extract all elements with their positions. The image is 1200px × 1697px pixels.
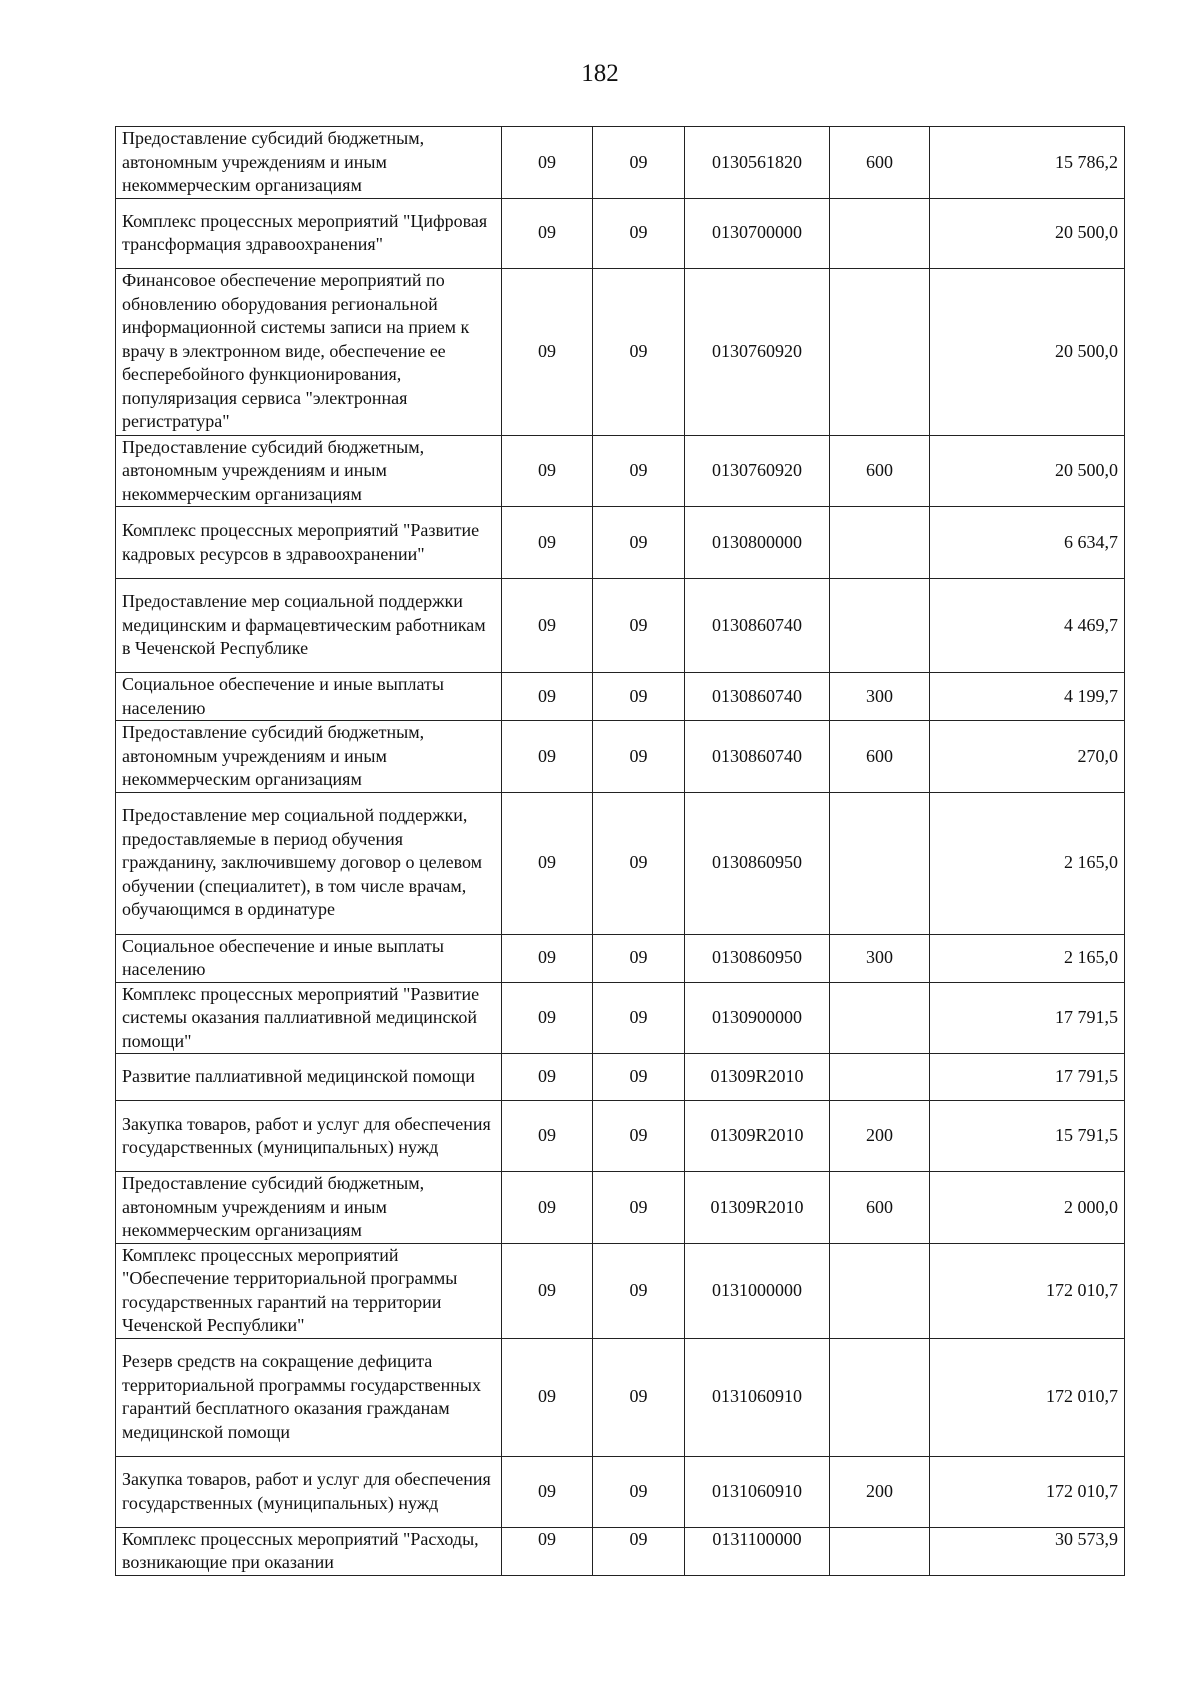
row-sum: 172 010,7 (930, 1243, 1125, 1338)
row-subsection: 09 (593, 127, 685, 199)
row-sum: 172 010,7 (930, 1456, 1125, 1527)
row-section: 09 (502, 1243, 593, 1338)
row-target-article: 0131060910 (685, 1456, 830, 1527)
row-subsection: 09 (593, 1338, 685, 1456)
row-subsection: 09 (593, 1243, 685, 1338)
row-name: Комплекс процессных мероприятий "Обеспечение территориальной программы государственных гарантий на территории Чеченской Республики" (116, 1243, 502, 1338)
row-target-article: 0130860950 (685, 934, 830, 982)
row-section: 09 (502, 982, 593, 1054)
table-row (116, 673, 1125, 721)
row-section: 09 (502, 1101, 593, 1172)
row-sum: 4 469,7 (930, 579, 1125, 673)
row-name: Закупка товаров, работ и услуг для обеспечения государственных (муниципальных) нужд (116, 1101, 502, 1172)
row-subsection: 09 (593, 1101, 685, 1172)
row-sum: 20 500,0 (930, 268, 1125, 435)
row-section: 09 (502, 1172, 593, 1244)
row-subsection: 09 (593, 1456, 685, 1527)
row-section: 09 (502, 721, 593, 793)
row-target-article: 0130860950 (685, 792, 830, 934)
row-section: 09 (502, 127, 593, 199)
table-row (116, 982, 1125, 1054)
row-subsection: 09 (593, 934, 685, 982)
row-subsection: 09 (593, 673, 685, 721)
row-subsection: 09 (593, 721, 685, 793)
row-sum: 2 165,0 (930, 934, 1125, 982)
row-subsection: 09 (593, 268, 685, 435)
row-name: Комплекс процессных мероприятий "Развитие кадровых ресурсов в здравоохранении" (116, 507, 502, 579)
row-subsection: 09 (593, 792, 685, 934)
row-target-article: 0131060910 (685, 1338, 830, 1456)
row-target-article: 0130900000 (685, 982, 830, 1054)
budget-table-body (116, 127, 1125, 1576)
row-section: 09 (502, 435, 593, 507)
row-sum: 2 165,0 (930, 792, 1125, 934)
row-sum: 270,0 (930, 721, 1125, 793)
row-name: Социальное обеспечение и иные выплаты населению (116, 673, 502, 721)
row-target-article: 0130760920 (685, 435, 830, 507)
row-sum: 30 573,9 (930, 1527, 1125, 1575)
row-name: Предоставление субсидий бюджетным, автономным учреждениям и иным некоммерческим организациям (116, 435, 502, 507)
row-sum: 172 010,7 (930, 1338, 1125, 1456)
row-expense-type: 600 (830, 1172, 930, 1244)
row-name: Предоставление субсидий бюджетным, автономным учреждениям и иным некоммерческим организациям (116, 1172, 502, 1244)
table-row (116, 1338, 1125, 1456)
row-sum: 17 791,5 (930, 982, 1125, 1054)
row-subsection: 09 (593, 507, 685, 579)
row-expense-type: 600 (830, 721, 930, 793)
table-row (116, 1172, 1125, 1244)
row-target-article: 01309R2010 (685, 1101, 830, 1172)
row-expense-type (830, 1054, 930, 1101)
row-section: 09 (502, 673, 593, 721)
row-target-article: 0130800000 (685, 507, 830, 579)
row-subsection: 09 (593, 435, 685, 507)
row-name: Развитие паллиативной медицинской помощи (116, 1054, 502, 1101)
row-expense-type: 300 (830, 934, 930, 982)
row-section: 09 (502, 1527, 593, 1575)
row-section: 09 (502, 198, 593, 268)
table-row (116, 1101, 1125, 1172)
row-expense-type: 200 (830, 1101, 930, 1172)
row-subsection: 09 (593, 198, 685, 268)
table-row (116, 792, 1125, 934)
row-target-article: 0130860740 (685, 673, 830, 721)
row-name: Комплекс процессных мероприятий "Цифровая трансформация здравоохранения" (116, 198, 502, 268)
row-name: Комплекс процессных мероприятий "Развитие системы оказания паллиативной медицинской помощи" (116, 982, 502, 1054)
row-subsection: 09 (593, 1527, 685, 1575)
row-target-article: 01309R2010 (685, 1172, 830, 1244)
row-sum: 15 786,2 (930, 127, 1125, 199)
row-name: Финансовое обеспечение мероприятий по обновлению оборудования региональной информационной системы записи на прием к врачу в электронном виде, обеспечение ее бесперебойного функционирования, популяризация сервиса "электронная регистратура" (116, 268, 502, 435)
row-name: Предоставление мер социальной поддержки медицинским и фармацевтическим работникам в Чеченской Республике (116, 579, 502, 673)
row-expense-type (830, 198, 930, 268)
row-expense-type (830, 507, 930, 579)
row-sum: 17 791,5 (930, 1054, 1125, 1101)
row-expense-type (830, 982, 930, 1054)
row-target-article: 0131100000 (685, 1527, 830, 1575)
row-name: Резерв средств на сокращение дефицита территориальной программы государственных гарантий бесплатного оказания гражданам медицинской помощи (116, 1338, 502, 1456)
row-section: 09 (502, 792, 593, 934)
row-expense-type (830, 1338, 930, 1456)
row-target-article: 0130760920 (685, 268, 830, 435)
row-name: Комплекс процессных мероприятий "Расходы, возникающие при оказании (116, 1527, 502, 1575)
table-row (116, 268, 1125, 435)
row-sum: 15 791,5 (930, 1101, 1125, 1172)
row-subsection: 09 (593, 579, 685, 673)
row-section: 09 (502, 579, 593, 673)
row-section: 09 (502, 1054, 593, 1101)
row-target-article: 0130860740 (685, 721, 830, 793)
row-name: Социальное обеспечение и иные выплаты населению (116, 934, 502, 982)
row-section: 09 (502, 1456, 593, 1527)
row-expense-type: 300 (830, 673, 930, 721)
budget-table (115, 126, 1125, 1576)
row-name: Предоставление субсидий бюджетным, автономным учреждениям и иным некоммерческим организациям (116, 127, 502, 199)
table-row (116, 1527, 1125, 1575)
row-section: 09 (502, 268, 593, 435)
table-row (116, 198, 1125, 268)
row-expense-type (830, 268, 930, 435)
row-expense-type: 600 (830, 435, 930, 507)
table-row (116, 507, 1125, 579)
row-name: Предоставление мер социальной поддержки, предоставляемые в период обучения гражданину, заключившему договор о целевом обучении (специалитет), в том числе врачам, обучающимся в ординатуре (116, 792, 502, 934)
row-target-article: 01309R2010 (685, 1054, 830, 1101)
row-target-article: 0130860740 (685, 579, 830, 673)
row-section: 09 (502, 1338, 593, 1456)
table-row (116, 1054, 1125, 1101)
table-row (116, 435, 1125, 507)
row-section: 09 (502, 507, 593, 579)
table-row (116, 579, 1125, 673)
row-subsection: 09 (593, 982, 685, 1054)
table-row (116, 934, 1125, 982)
row-subsection: 09 (593, 1172, 685, 1244)
row-sum: 2 000,0 (930, 1172, 1125, 1244)
page-number: 182 (581, 60, 619, 87)
table-row (116, 1456, 1125, 1527)
row-target-article: 0130561820 (685, 127, 830, 199)
row-subsection: 09 (593, 1054, 685, 1101)
row-expense-type: 200 (830, 1456, 930, 1527)
row-section: 09 (502, 934, 593, 982)
row-expense-type (830, 1527, 930, 1575)
table-row (116, 1243, 1125, 1338)
row-expense-type (830, 792, 930, 934)
table-row (116, 721, 1125, 793)
row-expense-type (830, 1243, 930, 1338)
row-target-article: 0130700000 (685, 198, 830, 268)
row-name: Закупка товаров, работ и услуг для обеспечения государственных (муниципальных) нужд (116, 1456, 502, 1527)
row-sum: 20 500,0 (930, 198, 1125, 268)
row-sum: 20 500,0 (930, 435, 1125, 507)
table-row (116, 127, 1125, 199)
row-name: Предоставление субсидий бюджетным, автономным учреждениям и иным некоммерческим организациям (116, 721, 502, 793)
row-expense-type (830, 579, 930, 673)
row-sum: 6 634,7 (930, 507, 1125, 579)
row-sum: 4 199,7 (930, 673, 1125, 721)
row-target-article: 0131000000 (685, 1243, 830, 1338)
row-expense-type: 600 (830, 127, 930, 199)
